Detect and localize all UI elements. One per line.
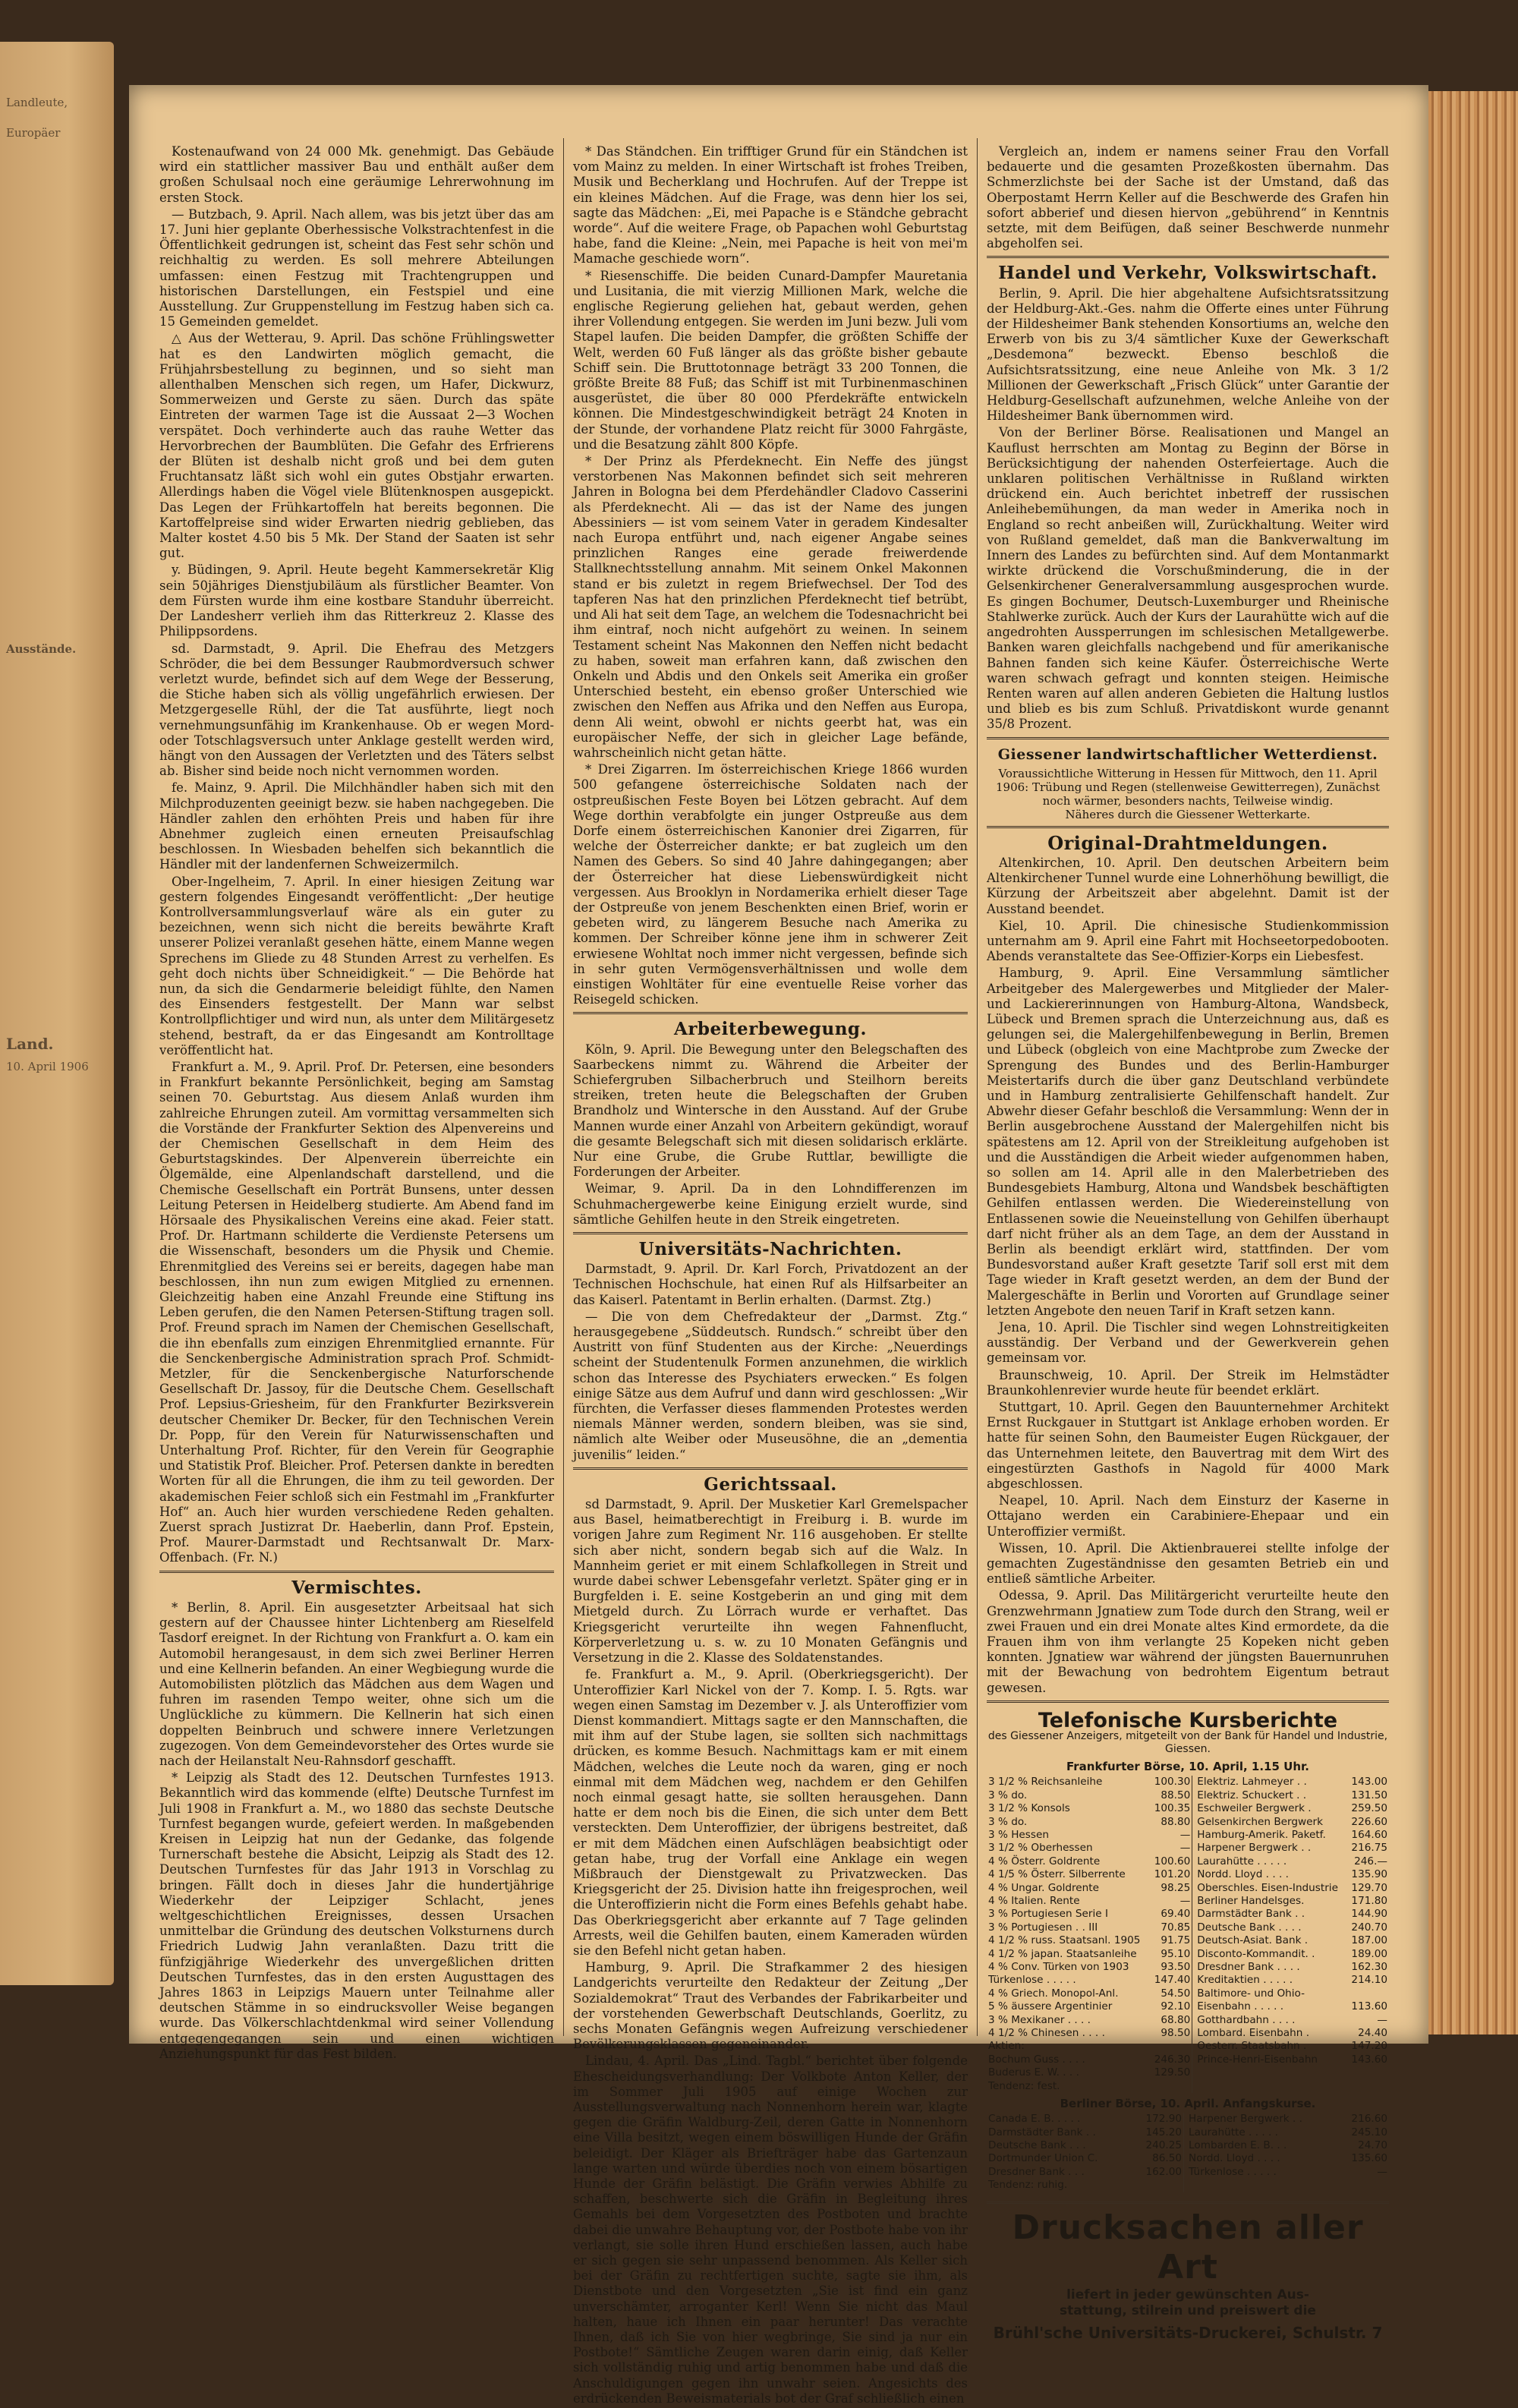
quote-row: [987, 2179, 1389, 2192]
quote-value: 54.50: [1161, 1987, 1191, 2000]
section-title-universitaet: Universitäts-Nachrichten.: [638, 1239, 902, 1260]
quote-value: [1151, 2080, 1192, 2093]
quote-value: [1348, 1987, 1389, 2000]
article: sd Darmstadt, 9. April. Der Musketier Karl Gremelspacher aus Basel, heimatberechtigt in Freiburg i. B. wurde im vorigen Jahre zum Regiment Nr. 116 ausgehoben. Er stellte sich aber nicht, sondern begab sich auf die Walz. In Mannheim geriet er mit einem Schlafkollegen in Streit und wurde dabei schwer Lebensgefahr verletzt. Später ging er in Burgfelden i. E. seine Kostgeberin an und ging mit dem Mietgeld durch. Zu Lörrach wurde er verhaftet. Das Kriegsgericht verurteilte ihn wegen Fahnenflucht, Körperverletzung u. s. w. zu 10 Monaten Gefängnis und Versetzung in die 2. Klasse des Soldatenstandes.: [573, 1497, 968, 1666]
quote-row: [987, 1855, 1389, 1868]
article: Berlin, 9. April. Die hier abgehaltene Aufsichtsratssitzung der Heldburg-Akt.-Ges. nahm die Offerte eines unter Führung der Hildesheimer Bank stehenden Konsortiums an, welche den Erwerb von bis zu 3/4 sämtlicher Kuxe der Gewerkschaft „Desdemona“ bezweckt. Ebenso beschloß die Aufsichtsratssitzung, eine neue Anleihe von Mk. 3 1/2 Millionen der Gewerkschaft „Frisch Glück“ unter Garantie der Heldburg-Gesellschaft aufzunehmen, welche Anleihe von der Hildesheimer Bank übernommen wird.: [987, 285, 1389, 424]
quote-value: 135.60: [1351, 2152, 1387, 2165]
quote-value: 98.50: [1161, 2027, 1191, 2040]
quote-value: 86.50: [1152, 2152, 1183, 2165]
ad-headline: Drucksachen aller Art: [1012, 2208, 1364, 2287]
quote-value: 189.00: [1351, 1947, 1387, 1960]
section-divider: [987, 826, 1389, 828]
quote-name: Eschweiler Bergwerk .: [1197, 1802, 1312, 1815]
frankfurt-quote-table: [987, 1776, 1389, 2093]
berlin-quote-table: [987, 2113, 1389, 2192]
quote-value: 143.60: [1351, 2053, 1387, 2066]
berlin-boerse-heading: Berliner Börse, 10. April. Anfangskurse.: [1060, 2097, 1316, 2111]
article: — Die von dem Chefredakteur der „Darmst. Ztg.“ herausgegebene „Süddeutsch. Rundsch.“ schreibt über den Austritt von fünf Studenten aus der Kirche: „Neuerdings scheint der Studentenulk Formen anzunehmen, die wirklich schon das Interesse des Psychiaters erwecken.“ Es folgen einige Sätze aus dem Aufruf und dann wird geschlossen: „Wir fürchten, die Verfasser dieses flammenden Protestes werden niemals Männer werden, sondern bleiben, was sie sind, nämlich alte Weiber oder Museusöhne, die an „dementia juvenilis“ leiden.“: [573, 1309, 968, 1462]
right-page-stack: [1428, 91, 1518, 2035]
quote-name: Disconto-Kommandit. .: [1197, 1947, 1315, 1960]
quote-value: 162.00: [1145, 2165, 1183, 2178]
article: Vergleich an, indem er namens seiner Frau den Vorfall bedauerte und die gesamten Prozeßkosten übernahm. Das Schmerzlichste bei der Sache ist der Umstand, daß das Oberpostamt Herrn Keller auf die Beschwerde des Grafen hin sofort abberief und diesen hiervon „gebührend“ in Kenntnis setzte, mit dem Beifügen, daß seiner Beschwerde nunmehr abgeholfen sei.: [987, 144, 1389, 251]
quote-row: [987, 1974, 1389, 1987]
quote-name: Nordd. Lloyd . . . .: [1197, 1868, 1289, 1881]
quote-name: Elektriz. Schuckert . .: [1197, 1789, 1307, 1801]
quote-name: Tendenz: fest.: [988, 2079, 1060, 2092]
quote-name: Eisenbahn . . . . .: [1197, 2000, 1284, 2013]
article: Kiel, 10. April. Die chinesische Studienkommission unternahm am 9. April eine Fahrt mit Hochseetorpedobooten. Abends veranstaltete das See-Offizier-Korps ein Liebesfest.: [987, 918, 1389, 964]
quote-name: Lombard. Eisenbahn .: [1197, 2027, 1310, 2040]
quote-name: Berliner Handelsges.: [1197, 1894, 1305, 1907]
article: Altenkirchen, 10. April. Den deutschen Arbeitern beim Altenkirchener Tunnel wurde eine Lohnerhöhung bewilligt, die Kürzung der Arbeitszeit aber abgelehnt. Damit ist der Ausstand beendet.: [987, 855, 1389, 916]
quote-name: 3 % Portugiesen . . III: [988, 1921, 1098, 1934]
quote-row: [987, 1816, 1389, 1829]
quote-name: 3 % Portugiesen Serie I: [988, 1908, 1108, 1921]
quote-row: [987, 2080, 1389, 2093]
quote-name: Gelsenkirchen Bergwerk: [1197, 1815, 1323, 1828]
article: Hamburg, 9. April. Eine Versammlung sämtlicher Arbeitgeber des Malergewerbes und Mitglieder der Maler- und Lackiererinnungen von Hamburg-Altona, Wandsbeck, Lübeck und Bremen sprach die Unterzeichnung aus, daß es gelungen sei, die Malergehilfenbewegung in Berlin, Bremen und Lübeck (obgleich von eine Machtprobe zum Zwecke der Sprengung des Bundes und des Berlin-Hamburger Meistertarifs durch die über ganz Deutschland verbündete und in Hamburg zentralisierte Gehilfenschaft handelt. Zur Abwehr dieser Gefahr beschloß die Versammlung: Wenn der in Berlin ausgebrochene Ausstand der Malergehilfen nicht bis spätestens am 12. April von der Streikleitung aufgehoben ist und die Ausständigen die Arbeit wieder aufgenommen haben, so sollen am 14. April alle in den Malerbetrieben des Bundesgebiets Hamburg, Altona und Wandsbek beschäftigten Gehilfen entlassen werden. Die Wiedereinstellung von Entlassenen sowie die Neueinstellung von Gehilfen überhaupt darf nicht früher als an dem Tage, an dem der Ausstand in Berlin als beendigt erklärt wird, stattfinden. Der vom Bundesvorstand außer Kraft gesetzte Tarif soll erst mit dem Tage wieder in Kraft gesetzt werden, an dem der Bund der Malergeschäfte in Berlin und Vororten auf Grundlage seiner letzten Angebote den neuen Tarif in Kraft setzen kann.: [987, 966, 1389, 1318]
quote-value: 259.50: [1351, 1802, 1387, 1815]
quote-name: Türkenlose . . . . .: [1189, 2165, 1277, 2178]
quote-name: 3 1/2 % Konsols: [988, 1802, 1070, 1815]
quote-name: 4 % Conv. Türken von 1903: [988, 1960, 1129, 1973]
article: Wissen, 10. April. Die Aktienbrauerei stellte infolge der gemachten Zugeständnisse den gesamten Betrieb ein und entließ sämtliche Arbeiter.: [987, 1540, 1389, 1587]
quote-name: Oberschles. Eisen-Industrie: [1197, 1881, 1338, 1894]
quote-value: 240.70: [1351, 1921, 1387, 1934]
section-divider: [987, 256, 1389, 258]
quote-name: 4 % Österr. Goldrente: [988, 1855, 1101, 1867]
advertisement: [987, 2202, 1389, 2340]
quote-name: 3 1/2 % Reichsanleihe: [988, 1776, 1103, 1789]
quote-value: 129.70: [1351, 1881, 1387, 1894]
article: Braunschweig, 10. April. Der Streik im Helmstädter Braunkohlenrevier wurde heute für beendet erklärt.: [987, 1367, 1389, 1398]
article: Frankfurt a. M., 9. April. Prof. Dr. Petersen, eine besonders in Frankfurt bekannte Persönlichkeit, beging am Samstag seinen 70. Geburtstag. Aus diesem Anlaß wurden ihm zahlreiche Ehrungen zuteil. Am vormittag versammelten sich die Vorstände der Frankfurter Sektion des Alpenvereins und der Chemischen Gesellschaft in dem Heim des Geburtstagskindes. Der Alpenverein überreichte ein Ölgemälde, eine Alpenlandschaft darstellend, und die Chemische Gesellschaft ein Porträt Bunsens, unter dessen Leitung Petersen in Heidelberg studierte. Am Abend fand im Hörsaale des Physikalischen Vereins eine akad. Feier statt. Prof. Dr. Hartmann schilderte die Verdienste Petersens um die Wissenschaft, besonders um die Physik und Chemie. Ehrenmitglied des Vereins sei er bereits, dagegen habe man beschlossen, ihn nun zum ewigen Mitglied zu ernennen. Gleichzeitig haben eine Anzahl Freunde eine Stiftung ins Leben gerufen, die den Namen Petersen-Stiftung tragen soll. Prof. Freund sprach im Namen der Chemischen Gesellschaft, die ihn ebenfalls zum einzigen Ehrenmitglied ernannte. Für die Senckenbergische Administration sprach Prof. Schmidt-Metzler, für die Senckenbergische Naturforschende Gesellschaft Dr. Jassoy, für die Deutsche Chem. Gesellschaft Prof. Lepsius-Griesheim, für den Frankfurter Bezirksverein deutscher Chemiker Dr. Becker, für den Technischen Verein Dr. Popp, für den Verein für Naturwissenschaften und Unterhaltung Prof. Richter, für den Verein für Geographie und Statistik Prof. Bleicher. Prof. Petersen dankte in beredten Worten für all die Ehrungen, die ihm zu teil geworden. Der akademischen Feier schloß sich ein Festmahl im „Frankfurter Hof“ an. Auch hier wurden verschiedene Reden gehalten. Zuerst sprach Justizrat Dr. Haeberlin, dann Prof. Epstein, Prof. Maurer-Darmstadt und Rechtsanwalt Dr. Marx-Offenbach. (Fr. N.): [159, 1059, 554, 1565]
quote-value: 129.50: [1154, 2066, 1191, 2079]
quote-value: 162.30: [1351, 1960, 1387, 1973]
quote-name: Baltimore- und Ohio-: [1197, 1987, 1305, 2000]
weather-forecast: Voraussichtliche Witterung in Hessen für Mittwoch, den 11. April 1906: Trübung und Regen (stellenweise Gewitterregen), Zunächst noch wärmer, besonders nachts, Teilweise windig.: [996, 766, 1380, 808]
quote-value: [1348, 2080, 1389, 2093]
kursberichte-subtitle: des Giessener Anzeigers, mitgeteilt von der Bank für Handel und Industrie, Giessen.: [987, 1730, 1388, 1756]
left-page-fragment: Ausstände.: [6, 642, 77, 656]
quote-value: 100.35: [1154, 1802, 1191, 1815]
article: * Das Ständchen. Ein trifftiger Grund für ein Ständchen ist vom Mainz zu melden. In einer Wirtschaft ist frohes Treiben, Musik und Becherklang und Hochrufen. Auf der Treppe ist ein kleines Mädchen. Auf die Frage, was denn hier los sei, sagte das Mädchen: „Ei, mei Papache is e Ständche gebracht worde“. Auf die weitere Frage, ob Papachen wohl Geburtstag habe, fand die Kleine: „Nein, mei Papache is heit von mei'm Mamache geschiede worn“.: [573, 144, 968, 266]
quote-name: Prince-Henri-Eisenbahn: [1197, 2053, 1318, 2066]
quote-name: Darmstädter Bank . .: [988, 2126, 1096, 2139]
article: △ Aus der Wetterau, 9. April. Das schöne Frühlingswetter hat es den Landwirten möglich gemacht, die Frühjahrsbestellung zu beginnen, und so sieht man allenthalben Menschen sich regen, um Hafer, Dickwurz, Sommerweizen und Gerste zu säen. Durch das späte Eintreten der warmen Tage ist die Aussaat 2—3 Wochen verspätet. Doch verhinderte auch das rauhe Wetter das Hervorbrechen der Baumblüten. Die Gefahr des Erfrierens der Blüten ist deshalb nicht groß und bei dem guten Fruchtansatz läßt sich wohl ein gutes Obstjahr erwarten. Allerdings haben die Vögel viele Blütenknospen ausgepickt. Das Legen der Frühkartoffeln hat bereits begonnen. Die Kartoffelpreise sind wider Erwarten niedrig geblieben, das Malter kostet 4.50 bis 5 Mk. Der Stand der Saaten ist sehr gut.: [159, 331, 554, 561]
article: Odessa, 9. April. Das Militärgericht verurteilte heute den Grenzwehrmann Jgnatiew zum Tode durch den Strang, weil er zwei Frauen und ein drei Monate altes Kind ermordete, da die Frauen ihm von ihm verlangte 25 Kopeken nicht geben konnten. Jgnatiew war während der jüngsten Bauernunruhen mit der Bewachung von bedrohtem Eigentum betraut gewesen.: [987, 1588, 1389, 1695]
quote-name: 4 1/2 % japan. Staatsanleihe: [988, 1947, 1137, 1960]
section-title-gerichtssaal: Gerichtssaal.: [704, 1473, 837, 1495]
ad-line: stattung, stilrein und preiswert die: [1060, 2302, 1316, 2318]
quote-name: 3 % Hessen: [988, 1828, 1049, 1841]
quote-name: Oesterr. Staatsbahn .: [1197, 2040, 1307, 2053]
article: sd. Darmstadt, 9. April. Die Ehefrau des Metzgers Schröder, die bei dem Bessunger Raubmordversuch schwer verletzt wurde, befindet sich auf dem Wege der Besserung, die Stiche haben sich als völlig ungefährlich erwiesen. Der Metzgergeselle Rühl, der die Tat ausführte, liegt noch vernehmungsunfähig im Krankenhause. Ob er wegen Mord- oder Totschlagsversuch unter Anklage gestellt werden wird, hängt von den Aussagen der Verletzten und des Täters selbst ab. Bisher sind beide noch nicht vernommen worden.: [159, 641, 554, 779]
quote-name: Laurahütte . . . . .: [1189, 2126, 1278, 2139]
quote-value: 147.20: [1351, 2040, 1387, 2053]
quote-name: 4 % Ungar. Goldrente: [988, 1881, 1099, 1894]
quote-row: [987, 1961, 1389, 1974]
quote-value: —: [1377, 2013, 1387, 2026]
article: Hamburg, 9. April. Die Strafkammer 2 des hiesigen Landgerichts verurteilte den Redakteur der Zeitung „Der Sozialdemokrat“ Traut des Verbandes der Fabrikarbeiter und der vorstehenden Gewerbschaft Deutschlands, Goerlitz, zu sechs Monaten Gefängnis wegen Aufreizung verschiedener Bevölkerungsklassen gegeneinander.: [573, 1960, 968, 2052]
article: fe. Mainz, 9. April. Die Milchhändler haben sich mit den Milchproduzenten geeinigt bezw. sie haben nachgegeben. Die Händler zahlen den erhöhten Preis und haben für ihre Abnehmer zugleich einen erneuten Preisaufschlag beschlossen. In Wiesbaden behelfen sich bekanntlich die Händler mit der landenfernen Schweizermilch.: [159, 780, 554, 872]
quote-value: 70.85: [1161, 1921, 1191, 1934]
article: Weimar, 9. April. Da in den Lohndifferenzen im Schuhmachergewerbe keine Einigung erzielt wurde, sind sämtliche Gehilfen heute in den Streik eingetreten.: [573, 1181, 968, 1227]
quote-name: [1195, 2066, 1347, 2079]
quote-row: [987, 1908, 1389, 1921]
quote-value: 187.00: [1351, 1934, 1387, 1947]
quote-value: 240.25: [1145, 2139, 1183, 2152]
quote-value: 171.80: [1351, 1894, 1387, 1907]
quote-row: [987, 2000, 1389, 2013]
quote-name: Buderus E. W. . . .: [988, 2066, 1079, 2079]
quote-name: Dresdner Bank . . . .: [1197, 1960, 1300, 1973]
quote-value: 147.40: [1154, 1974, 1191, 1987]
quote-value: —: [1377, 2165, 1387, 2178]
article: y. Büdingen, 9. April. Heute begeht Kammersekretär Klig sein 50jähriges Dienstjubiläum als fürstlicher Beamter. Von dem Fürsten wurde ihm eine kostbare Standuhr überreicht. Der Landesherr verlieh ihm das Ritterkreuz 2. Klasse des Philippsordens.: [159, 563, 554, 639]
kursberichte-title: Telefonische Kursberichte: [1038, 1708, 1338, 1732]
weather-note: Näheres durch die Giessener Wetterkarte.: [1065, 807, 1311, 821]
quote-name: Elektriz. Lahmeyer . .: [1197, 1776, 1307, 1789]
quote-value: —: [1179, 1828, 1191, 1841]
left-page-fragment: Landleute,: [6, 96, 68, 109]
quote-row: [987, 1776, 1389, 1789]
article: Darmstadt, 9. April. Dr. Karl Forch, Privatdozent an der Technischen Hochschule, hat einen Ruf als Hilfsarbeiter an das Kaiserl. Patentamt in Berlin erhalten. (Darmst. Ztg.): [573, 1262, 968, 1307]
article: * Berlin, 8. April. Ein ausgesetzter Arbeitsaal hat sich gestern auf der Chaussee hinter Lichtenberg am Rieselfeld Tasdorf ereignet. In der Richtung von Frankfurt a. O. kam ein Automobil herangesaust, in dem sich zwei Berliner Herren und eine Kellnerin befanden. An einer Wegbiegung wurde die Automobilisten plötzlich das Mädchen aus dem Wagen und fuhren im rasenden Tempo weiter, ohne sich um die Unglückliche zu kümmern. Die Kellnerin hat sich einen doppelten Beinbruch und schwere innere Verletzungen zugezogen. Von dem Gemeindevorsteher des Ortes wurde sie nach der Heilanstalt Neu-Rahnsdorf geschafft.: [159, 1600, 554, 1768]
quote-row: [987, 2027, 1389, 2040]
quote-value: —: [1179, 1842, 1191, 1855]
column-3: [987, 144, 1389, 2340]
quote-value: 101.20: [1154, 1868, 1191, 1881]
quote-value: 88.80: [1161, 1815, 1191, 1828]
quote-row: [987, 1895, 1389, 1908]
quote-name: Deutsche Bank . . . .: [1197, 1921, 1302, 1934]
quote-row: [987, 1882, 1389, 1895]
quote-name: 3 % Mexikaner . . . .: [988, 2013, 1091, 2026]
left-page-fragment: Land.: [6, 1035, 54, 1053]
quote-name: Dortmunder Union C.: [988, 2152, 1098, 2165]
quote-value: 93.50: [1161, 1960, 1191, 1973]
quote-value: [1151, 2040, 1192, 2053]
quote-value: 143.00: [1351, 1776, 1387, 1789]
quote-row: [987, 1829, 1389, 1842]
quote-value: 172.90: [1145, 2113, 1183, 2126]
quote-row: [987, 2066, 1389, 2079]
section-divider: [573, 1232, 968, 1234]
frankfurt-boerse-heading: Frankfurter Börse, 10. April, 1.15 Uhr.: [1066, 1760, 1309, 1774]
quote-name: Deutsche Bank . . .: [988, 2139, 1086, 2152]
quote-name: Deutsch-Asiat. Bank .: [1197, 1934, 1309, 1947]
quote-name: [1195, 2080, 1347, 2093]
article: * Riesenschiffe. Die beiden Cunard-Dampfer Mauretania und Lusitania, die mit vierzig Millionen Mark, welche die englische Regierung geliehen hat, gebaut werden, gehen ihrer Vollendung entgegen. Sie werden im Juni bezw. Juli vom Stapel laufen. Die beiden Dampfer, die größten Schiffe der Welt, werden 60 Fuß länger als das größte bisher gebaute Schiff sein. Die Bruttotonnage beträgt 33 200 Tonnen, die größte Breite 88 Fuß; das Schiff ist mit Turbinenmaschinen ausgerüstet, die über 80 000 Pferdekräfte entwickeln können. Die Mindestgeschwindigkeit beträgt 24 Knoten in der Stunde, der vorhandene Platz reicht für 3000 Fahrgäste, und die Besatzung zählt 800 Köpfe.: [573, 268, 968, 452]
column-1: [159, 144, 554, 2063]
quote-value: [1348, 2066, 1389, 2079]
section-title-handel: Handel und Verkehr, Volkswirtschaft.: [998, 263, 1378, 284]
quote-value: [1338, 2179, 1389, 2192]
section-title-drahtmeldungen: Original-Drahtmeldungen.: [1047, 831, 1328, 854]
quote-value: 245.10: [1351, 2126, 1387, 2139]
quote-row: [987, 1868, 1389, 1881]
article: fe. Frankfurt a. M., 9. April. (Oberkriegsgericht). Der Unteroffizier Karl Nickel von der 7. Komp. I. 5. Rgts. war wegen einen Samstag im Dezember v. J. als Unteroffizier vom Dienst kommandiert. Mittags sagte er den Mannschaften, die mit ihm auf der Stube lagen, sie sollten sich nachmittags drücken, es komme Besuch. Nachmittags kam er mit einem Mädchen, welches die Leute noch da waren, ging er noch einmal mit dem Mädchen weg, nachdem er den Gehilfen noch einmal gesagt hatte, sie sollten herausgehen. Dann hatte er dem noch bis die Einen, die sich unter dem Bett versteckten. Dem Unteroffizier, der übrigens bestreitet, daß er mit dem Mädchen einen Aufschlägen beabsichtigt oder getan habe, trug der Vorfall eine Anklage ein wegen Mißbrauch der Dienstgewalt zu Privatzwecken. Das Kriegsgericht der 25. Division hatte ihn freigesprochen, weil die Unteroffizierin nicht die Form eines Befehls gehabt habe. Das Oberkriegsgericht aber erkannte auf 7 Tage gelinden Arrests, weil die Gehilfen bauten, einem Kameraden würden sie den Befehl nicht getan haben.: [573, 1667, 968, 1958]
quote-value: 100.30: [1154, 1776, 1191, 1789]
section-divider: [573, 1012, 968, 1014]
quote-value: 100.60: [1154, 1855, 1191, 1867]
quote-row: [987, 2166, 1389, 2179]
left-page-fragment: 10. April 1906: [6, 1060, 89, 1073]
quote-value: 135.90: [1351, 1868, 1387, 1881]
quote-value: 88.50: [1161, 1789, 1191, 1801]
quote-value: 246.—: [1354, 1855, 1387, 1867]
quote-value: 68.80: [1161, 2013, 1191, 2026]
ad-footer: Brühl'sche Universitäts-Druckerei, Schulstr. 7: [993, 2323, 1383, 2342]
quote-value: —: [1179, 1894, 1191, 1907]
quote-name: Türkenlose . . . . .: [988, 1974, 1076, 1987]
article: * Leipzig als Stadt des 12. Deutschen Turnfestes 1913. Bekanntlich wird das kommende (elfte) Deutsche Turnfest im Juli 1908 in Frankfurt a. M., wo 1880 das sechste Deutsche Turnfest begangen wurde, gefeiert werden. In maßgebenden Kreisen in Leipzig hat nun der Gedanke, das folgende Turnerschaft bestehe die Absicht, Leipzig als Stadt des 12. Deutschen Turnfestes für das Jahr 1913 in Vorschlag zu bringen. Fällt doch in dieses Jahr die hundertjährige Wiederkehr der Leipziger Schlacht, jenes weltgeschichtlichen Ereignisses, dessen Ursachen unmittelbar die Gründung des deutschen Volksturnens durch Friedrich Ludwig Jahn veranlaßten. Dazu tritt die fünfzigjährige Wiederkehr des unvergeßlichen dritten Deutschen Turnfestes, das in den ersten Augusttagen des Jahres 1863 in Leipzigs Mauern unter Teilnahme aller deutschen Stämme in so eindrucksvoller Weise begangen wurde. Das Völkerschlachtdenkmal wird seiner Vollendung entgegengegangen sein und einen wichtigen Anziehungspunkt für das Fest bilden.: [159, 1770, 554, 2061]
section-divider: [159, 1571, 554, 1573]
quote-name: 4 1/2 % russ. Staatsanl. 1905: [988, 1934, 1141, 1947]
quote-value: 24.40: [1358, 2027, 1387, 2040]
quote-name: [1187, 2179, 1338, 2192]
article: Von der Berliner Börse. Realisationen und Mangel an Kauflust herrschten am Montag zu Beginn der Börse in Berücksichtigung der nahenden Osterfeiertage. Auch die unklaren politischen Verhältnisse in Rußland wirkten drückend ein. Auch berichtet inbetreff der russischen Anleihebemühungen, da man weder in Amerika noch in England so recht anbeißen will, Zurückhaltung. Weiter wird von Rußland gemeldet, daß man die Bankverwaltung im Innern des Landes zu befürchten sind. Auf dem Montanmarkt wirkte drückend die Vorschußminderung, die in der Gelsenkirchener Generalversammlung ausgesprochen wurde. Es gingen Bochumer, Deutsch-Luxemburger und Rheinische Stahlwerke zurück. Auch der Kurs der Laurahütte wich auf die angedrohten Aussperrungen im schlesischen Metallgewerbe. Banken waren gleichfalls nachgebend und für amerikanische Bahnen fanden sich keine Käufer. Österreichische Werte waren schwach gefragt und konnten steigen. Heimische Renten waren auf allen anderen Gebieten die Haltung lustlos und blieb es bis zum Schluß. Privatdiskont wurde genannt 35/8 Prozent.: [987, 425, 1389, 732]
quote-name: 4 1/2 % Chinesen . . . .: [988, 2027, 1105, 2040]
quote-row: [987, 1987, 1389, 2000]
article: Stuttgart, 10. April. Gegen den Bauunternehmer Architekt Ernst Ruckgauer in Stuttgart ist Anklage erhoben worden. Er hatte für seinen Sohn, den Baumeister Eugen Rückgauer, der das Unternehmen leitete, den Bauvertrag mit dem Wirt des eingestürzten Gasthofs in Nagold für 4000 Mark abgeschlossen.: [987, 1400, 1389, 1492]
ad-line: liefert in jeder gewünschten Aus-: [1066, 2287, 1309, 2302]
article: Köln, 9. April. Die Bewegung unter den Belegschaften des Saarbeckens nimmt zu. Während die Arbeiter der Schiefergruben Silbacherbruch und Steilhorn bereits streiken, treten heute die Belegschaften der Gruben Brandholz und Wintersche in den Ausstand. Auf der Grube Mannen wurde einer Anzahl von Arbeitern gekündigt, worauf die gesamte Belegschaft sich mit diesen solidarisch erklärte. Nur eine Grube, die Grube Ruttlar, bewilligte die Forderungen der Arbeiter.: [573, 1042, 968, 1180]
quote-row: [987, 1921, 1389, 1934]
quote-value: 95.10: [1161, 1947, 1191, 1960]
quote-value: 246.30: [1154, 2053, 1191, 2066]
quote-row: [987, 2126, 1389, 2139]
quote-value: 216.60: [1351, 2113, 1387, 2126]
quote-row: [987, 2040, 1389, 2053]
quote-name: Nordd. Lloyd . . . .: [1189, 2152, 1280, 2165]
article: * Der Prinz als Pferdeknecht. Ein Neffe des jüngst verstorbenen Nas Makonnen befindet sich seit mehreren Jahren in Bologna bei dem Pferdehändler Cladovo Casserini als Pferdeknecht. Ali — das ist der Name des jungen Abessiniers — ist vom seinem Vater in geradem Kindesalter nach Europa entführt und, nach eigener Angabe seines prinzlichen Ranges eine gerade freiwerdende Stallknechtsstellung annahm. Mit seinem Onkel Makonnen stand er bis zuletzt in regem Briefwechsel. Der Tod des tapferen Nas hat den prinzlichen Pferdeknecht tief betrübt, und Ali hat seit dem Tage, an welchem die Todesnachricht bei ihm eintraf, noch nicht aufgehört zu weinen. In seinem Testament scheint Nas Makonnen den Neffen nicht bedacht zu haben, soweit man erfahren kann, daß zwischen den Onkeln und Abdis und den Onkels seit Amerika ein großer Unterschied besteht, ein ebenso großer Unterschied wie zwischen den Neffen aus Afrika und den Neffen aus Europa, denn Ali weint, obwohl er nichts geerbt hat, was ein europäischer Neffe, der sich in gleicher Lage befände, wahrscheinlich nicht getan hätte.: [573, 454, 968, 760]
quote-value: 216.75: [1351, 1842, 1387, 1855]
section-divider: [987, 737, 1389, 739]
section-title-arbeiterbewegung: Arbeiterbewegung.: [673, 1019, 868, 1040]
quote-name: 4 1/5 % Österr. Silberrente: [988, 1868, 1126, 1881]
quote-row: [987, 2053, 1389, 2066]
left-page-edge: [0, 42, 114, 1985]
article: — Butzbach, 9. April. Nach allem, was bis jetzt über das am 17. Juni hier geplante Oberhessische Volkstrachtenfest in die Öffentlichkeit gedrungen ist, scheint das Fest sehr schön und reichhaltig zu werden. Es soll mehrere Abteilungen umfassen: einen Festzug mit Trachtengruppen und historischen Darstellungen, ein Festspiel und eine Ausstellung. Zur Gruppenstellung im Festzug haben sich ca. 15 Gemeinden gemeldet.: [159, 206, 554, 329]
quote-name: Aktien:: [988, 2040, 1025, 2053]
quote-value: 24.70: [1358, 2139, 1387, 2152]
article: Neapel, 10. April. Nach dem Einsturz der Kaserne in Ottajano werden ein Carabiniere-Ehepaar und ein Unteroffizier vermißt.: [987, 1493, 1389, 1539]
quote-name: Bochum Guss . . . .: [988, 2053, 1085, 2066]
article: Ober-Ingelheim, 7. April. In einer hiesigen Zeitung war gestern folgendes Eingesandt veröffentlicht: „Der heutige Kontrollversammlungsverlauf wäre als ein guter zu bezeichnen, wenn sich nicht die bereits bewährte Kraft unserer Polizei veranlaßt gesehen hätte, einem Manne wegen Sprechens im Gliede zu 48 Stunden Arrest zu verhelfen. Es geht doch nichts über Schneidigkeit.“ — Die Behörde hat nun, da sich die Gendarmerie beleidigt fühlte, den Namen des Einsenders festgestellt. Der Mann war selbst Kontrollpflichtiger und wird nun, als unter dem Militärgesetz stehend, bestraft, da er das Eingesandt am Kontrolltage veröffentlicht hat.: [159, 874, 554, 1057]
quote-name: Dresdner Bank . . .: [988, 2165, 1085, 2178]
quote-name: Harpener Bergwerk . .: [1189, 2113, 1302, 2126]
section-title-wetterdienst: Giessener landwirtschaftlicher Wetterdienst.: [997, 745, 1378, 763]
quote-row: [987, 2113, 1389, 2126]
article: * Drei Zigarren. Im österreichischen Kriege 1866 wurden 500 gefangene österreichische Soldaten nach der ostpreußischen Feste Boyen bei Lötzen gebracht. Auf dem Wege dorthin verabfolgte ein junger Ostpreuße aus dem Dorfe einem österreichischen Kanonier drei Zigarren, für welche der Österreicher dankte; er bat zugleich um den Namen des Gebers. So sind 40 Jahre dahingegangen; aber der Österreicher hat diese Liebenswürdigkeit nicht vergessen. Aus Brooklyn in Nordamerika erhielt dieser Tage der Ostpreuße von jenem Beschenkten einen Brief, worin er gebeten wird, zu längerem Besuche nach Amerika zu kommen. Der Schreiber könne jene ihm in schwerer Zeit erwiesene Wohltat noch immer nicht vergessen, befinde sich in sehr guten Vermögensverhältnissen und wolle dem einstigen Wohltäter für eine eventuelle Reise vorher das Reisegeld schicken.: [573, 762, 968, 1007]
quote-name: Tendenz: ruhig.: [988, 2179, 1068, 2192]
quote-value: 144.90: [1351, 1908, 1387, 1921]
quote-value: 164.60: [1351, 1828, 1387, 1841]
section-title-vermischtes: Vermischtes.: [291, 1577, 422, 1598]
quote-row: [987, 1934, 1389, 1947]
quote-value: 98.25: [1161, 1881, 1191, 1894]
quote-row: [987, 2014, 1389, 2027]
quote-name: 3 % do.: [988, 1789, 1028, 1801]
article: Kostenaufwand von 24 000 Mk. genehmigt. Das Gebäude wird ein stattlicher massiver Bau und enthält außer dem großen Schulsaal noch eine geräumige Lehrerwohnung im ersten Stock.: [159, 144, 554, 205]
quote-name: Hamburg-Amerik. Paketf.: [1197, 1828, 1326, 1841]
section-divider: [573, 1467, 968, 1470]
article: Lindau, 4. April. Das „Lind. Tagbl.“ berichtet über folgende Ehescheidungsverhandlung: Der Volkbote Anton Keller, der im Sommer Juli 1905 auf einige Wochen zur Ausstellungsverwaltung nach Nonnenhorn herein war, klagte gegen die Gräfin Waldburg-Zeil, deren Gatte in Nonnenhorn eine Villa besitzt, wegen einem böswilligen Hunde der Gräfin beleidigt. Der Kläger als Briefträger habe das Gartenzaun lange warten und würde überdies noch von einem bösartigen Hunde der Gräfin belästigt. Die Gräfin verwies Abhilfe zu schaffen, beschwerte sich die Gräfin in Begleitung ihres Gemahls bei dem Vorgesetzten des Postboten und brachte dabei die unwahre Behauptung vor, der Postbote habe von ihr verlangt, sie solle ihren Hund erschießen lassen, auch habe er sich gegen sie sehr unpassend benommen. Als Keller sich bei der Gräfin zu rechtfertigen suchte, sagte sie ihm, als Dienstbote und den Vorgesetzten „Sie ist find ein ganz unverschämter, arroganter Kerl! Wenn Sie nicht das Maul halten, haue ich Ihnen ein paar herunter! Das verachte Ihnen, daß ich Sie von hier wegbringe, Sie sind ja nur ein Postbote!“ Sämtliche Zeugen waren darin einig, daß Keller sich vollständig ruhig und artig benommen habe und daß die Anschuldigungen gegen ihn unwahr seien. Angesichts des erdrückenden Beweismaterials bot der Graf schließlich einen: [573, 2053, 968, 2406]
article: Jena, 10. April. Die Tischler sind wegen Lohnstreitigkeiten ausständig. Der Verband und der Gewerkverein gehen gemeinsam vor.: [987, 1320, 1389, 1366]
quote-name: Lombarden E. B. . .: [1189, 2139, 1287, 2152]
column-rule: [563, 138, 564, 2036]
quote-row: [987, 1789, 1389, 1802]
quote-row: [987, 1948, 1389, 1961]
quote-value: 131.50: [1351, 1789, 1387, 1801]
quote-value: 69.40: [1161, 1908, 1191, 1921]
quote-value: [1132, 2179, 1183, 2192]
quote-name: Harpener Bergwerk . .: [1197, 1842, 1312, 1855]
quote-name: 4 % Italien. Rente: [988, 1894, 1080, 1907]
newspaper-page: [129, 85, 1428, 2406]
quote-row: [987, 2152, 1389, 2165]
quote-name: 4 % Griech. Monopol-Anl.: [988, 1987, 1119, 2000]
quote-row: [987, 1802, 1389, 1815]
quote-row: [987, 1842, 1389, 1855]
quote-name: Laurahütte . . . . .: [1197, 1855, 1287, 1867]
quote-name: Canada E. B. . . . .: [988, 2113, 1081, 2126]
section-divider: [987, 1700, 1389, 1703]
column-2: [573, 144, 968, 2408]
quote-value: 92.10: [1161, 2000, 1191, 2013]
quote-name: Kreditaktien . . . . .: [1197, 1974, 1293, 1987]
quote-value: 214.10: [1351, 1974, 1387, 1987]
quote-name: Gotthardbahn . . . .: [1197, 2013, 1296, 2026]
quote-name: 3 % do.: [988, 1815, 1028, 1828]
quote-value: 145.20: [1145, 2126, 1183, 2139]
quote-value: 91.75: [1161, 1934, 1191, 1947]
quote-name: 5 % äussere Argentinier: [988, 2000, 1113, 2013]
left-page-fragment: Europäer: [6, 126, 61, 140]
quote-name: Darmstädter Bank . .: [1197, 1908, 1305, 1921]
quote-name: 3 1/2 % Oberhessen: [988, 1842, 1093, 1855]
column-rule: [977, 138, 978, 2036]
quote-value: 113.60: [1351, 2000, 1387, 2013]
quote-value: 226.60: [1351, 1815, 1387, 1828]
